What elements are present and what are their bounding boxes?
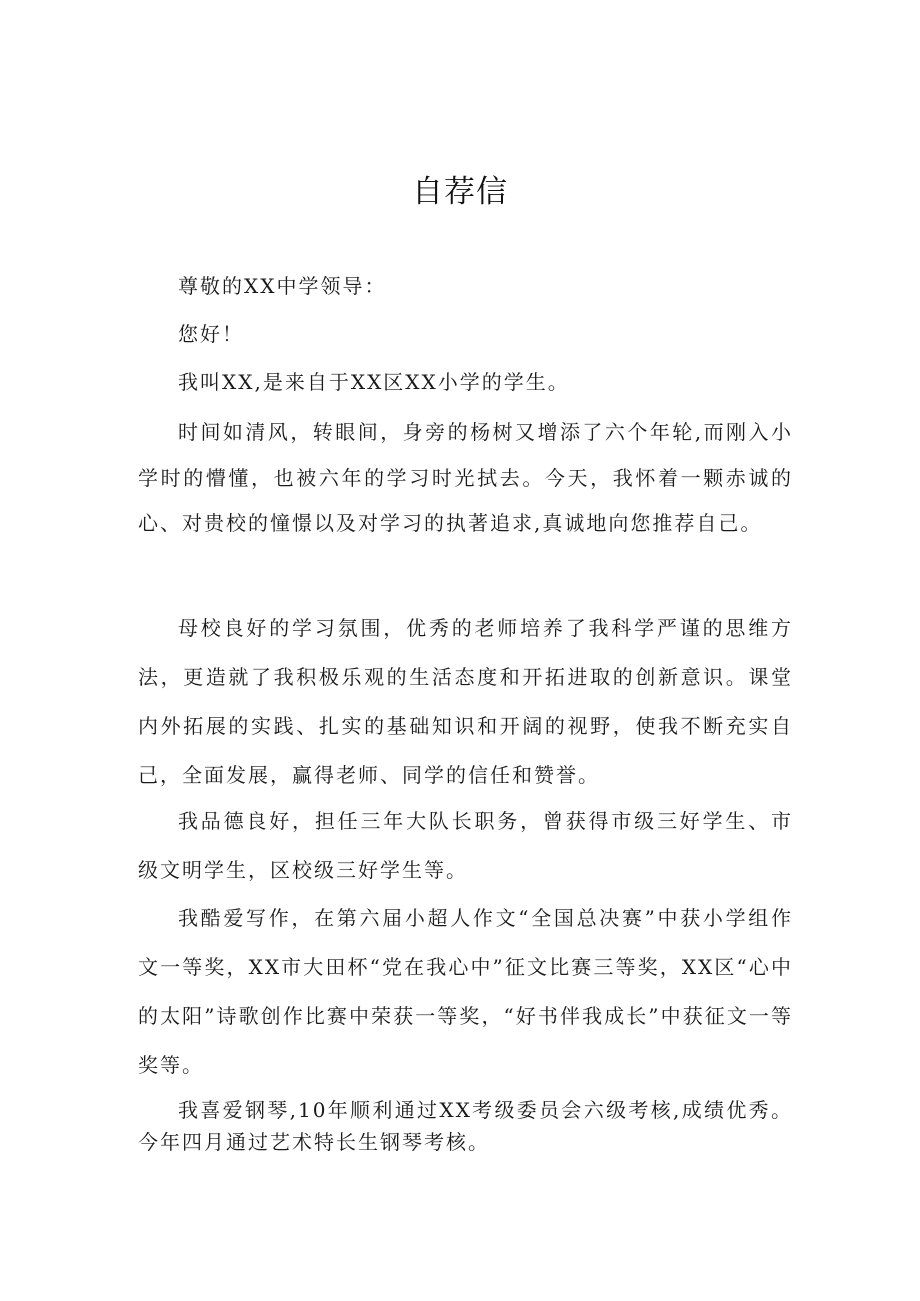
greeting-text: 尊敬的XX中学领导：: [178, 274, 387, 298]
document-title: 自荐信: [412, 174, 508, 210]
paragraph-text: 我喜爱钢琴,10年顺利通过XX考级委员会六级考核,成绩优秀。今年四月通过艺术特长生钢琴考核。: [138, 1098, 793, 1154]
paragraph-character: [138, 797, 793, 895]
paragraph-piano: [138, 1094, 793, 1158]
paragraph-text: 我品德良好，担任三年大队长职务，曾获得市级三好学生、市级文明学生，区校级三好学生等。: [138, 809, 793, 882]
paragraph-intro: [138, 366, 793, 395]
salutation-text: 您好！: [178, 322, 244, 346]
greeting-line: [138, 270, 793, 299]
paragraph-text: 时间如清风，转眼间，身旁的杨树又增添了六个年轮,而刚入小学时的懵懂，也被六年的学习时光拭去。今天，我怀着一颗赤诚的心、对贵校的憧憬以及对学习的执著追求,真诚地向您推荐自己。: [138, 420, 793, 535]
paragraph-text: 我叫XX,是来自于XX区XX小学的学生。: [178, 370, 570, 394]
salutation-line: [138, 318, 793, 347]
paragraph-text: 母校良好的学习氛围，优秀的老师培养了我科学严谨的思维方法，更造就了我积极乐观的生活态度和开拓进取的创新意识。课堂内外拓展的实践、扎实的基础知识和开阔的视野，使我不断充实自己，全面发展，赢得老师、同学的信任和赞誉。: [138, 616, 793, 787]
paragraph-writing: [138, 894, 793, 1090]
paragraph-school: [138, 604, 793, 800]
paragraph-time: [138, 410, 793, 547]
paragraph-text: 我酷爱写作，在第六届小超人作文“全国总决赛”中获小学组作文一等奖，XX市大田杯“党在我心中”征文比赛三等奖，XX区“心中的太阳”诗歌创作比赛中荣获一等奖，“好书伴我成长”中获征文一等奖等。: [138, 906, 793, 1077]
